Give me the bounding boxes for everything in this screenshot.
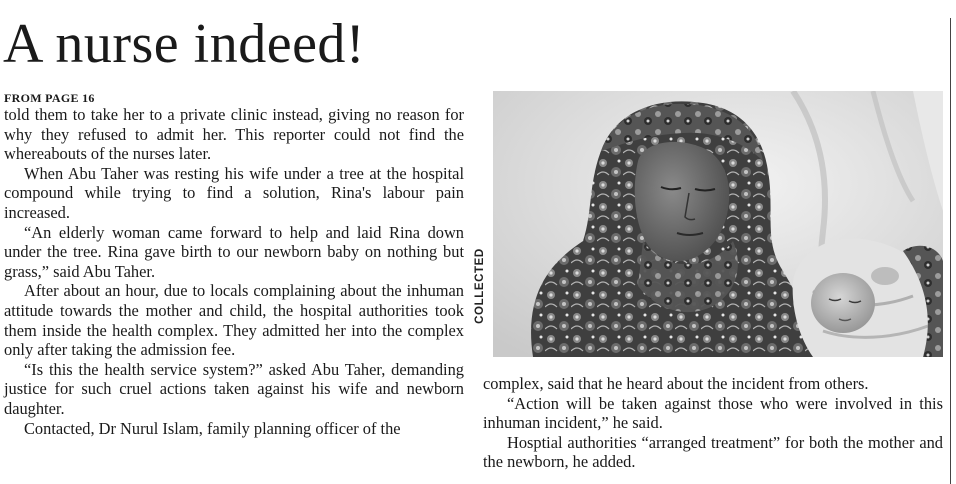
paragraph-5: “Is this the health service system?” asked Abu Taher, demanding justice for such cruel actions taken against his wife and newborn daughter. <box>4 359 464 418</box>
headline: A nurse indeed! <box>3 13 366 75</box>
mother-and-newborn-photo <box>493 91 943 357</box>
paragraph-7: complex, said that he heard about the incident from others. <box>483 374 869 393</box>
news-photo <box>493 91 943 357</box>
paragraph-6: Contacted, Dr Nurul Islam, family planning officer of the <box>24 418 401 438</box>
paragraph-9: Hosptial authorities “arranged treatment” for both the mother and the newborn, he added. <box>483 432 943 472</box>
paragraph-2: When Abu Taher was resting his wife under a tree at the hospital compound while trying to find a solution, Rina's labour pain increased. <box>4 163 464 222</box>
left-column <box>4 91 464 438</box>
photo-credit <box>472 212 488 360</box>
right-column <box>483 374 943 472</box>
paragraph-3: “An elderly woman came forward to help and laid Rina down under the tree. Rina gave birth to our newborn baby on nothing but grass,” said Abu Taher. <box>4 222 464 281</box>
paragraph-4: After about an hour, due to locals complaining about the inhuman attitude towards the mother and child, the hospital authorities took them inside the health complex. They admitted her into the complex only after taking the admission fee. <box>4 281 464 360</box>
paragraph-1: told them to take her to a private clinic instead, giving no reason for why they refused to admit her. This reporter could not find the whereabouts of the nurses later. <box>4 105 464 164</box>
column-rule <box>950 18 951 484</box>
continued-from-label: FROM PAGE 16 <box>4 91 95 105</box>
paragraph-8: “Action will be taken against those who were involved in this inhuman incident,” he said. <box>483 393 943 433</box>
photo-credit-source: COLLECTED <box>474 248 486 324</box>
